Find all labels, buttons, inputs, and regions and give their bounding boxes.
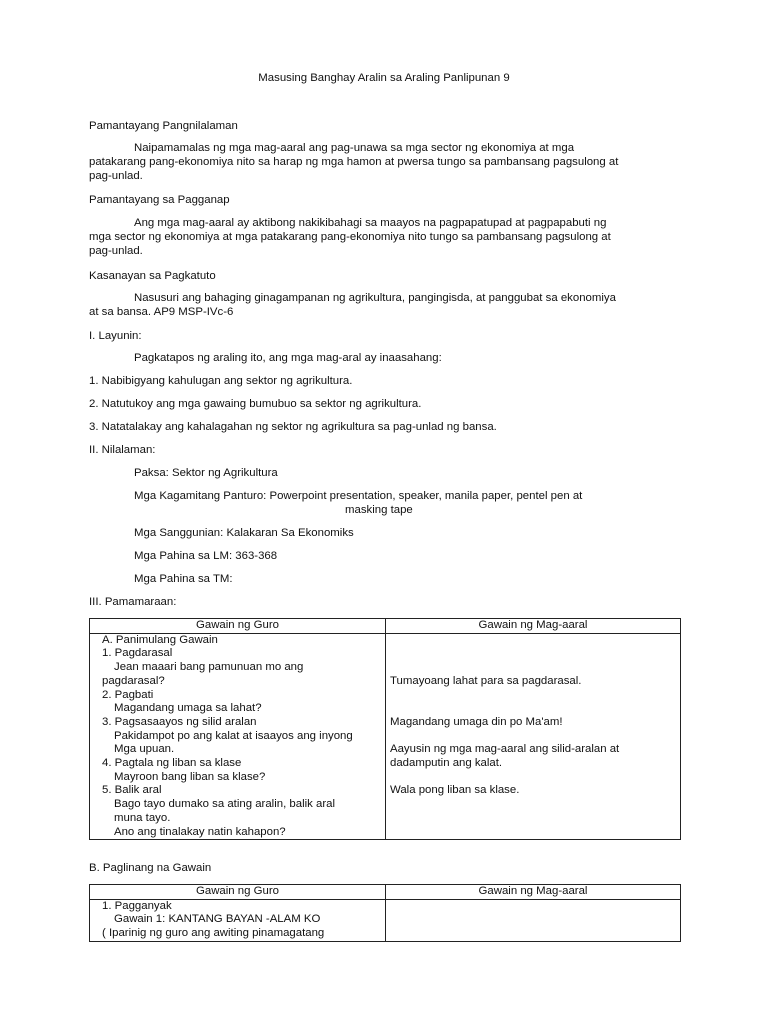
paragraph-line: Ang mga mag-aaral ay aktibong nakikibahagi sa maayos na pagpapatupad at pagpapabuti ng — [134, 217, 607, 229]
paglinang-table — [89, 884, 681, 942]
section-heading-paglinang: B. Paglinang na Gawain — [89, 862, 212, 874]
pamamaraan-table — [89, 618, 681, 840]
sanggunian: Mga Sanggunian: Kalakaran Sa Ekonomiks — [134, 527, 354, 539]
paksa: Paksa: Sektor ng Agrikultura — [134, 467, 278, 479]
table-header-row — [90, 885, 681, 900]
teacher-line: Gawain 1: KANTANG BAYAN -ALAM KO — [114, 913, 321, 926]
section-heading-layunin: I. Layunin: — [89, 330, 142, 342]
section-heading-pagganap: Pamantayang sa Pagganap — [89, 194, 230, 206]
step-title: 3. Pagsasaayos ng silid aralan — [102, 715, 257, 728]
student-line: Magandang umaga din po Ma'am! — [390, 715, 563, 728]
guro-cell — [90, 899, 386, 941]
step-title: 1. Pagganyak — [102, 899, 172, 912]
kagamitan: Mga Kagamitang Panturo: Powerpoint presentation, speaker, manila paper, pentel pen at — [134, 490, 583, 502]
page-title: Masusing Banghay Aralin sa Araling Panlipunan 9 — [258, 72, 510, 84]
section-heading-pangnilalaman: Pamantayang Pangnilalaman — [89, 120, 238, 132]
teacher-line: Magandang umaga sa lahat? — [114, 702, 262, 715]
paragraph-line: mga sector ng ekonomiya at mga patakarang pang-ekonomiya nito tungo sa pambansang pagsulong at — [89, 231, 611, 243]
section-heading-nilalaman: II. Nilalaman: — [89, 444, 156, 456]
column-header-guro: Gawain ng Guro — [90, 885, 386, 900]
pahina-lm: Mga Pahina sa LM: 363-368 — [134, 550, 278, 562]
mag-aaral-cell — [386, 899, 681, 941]
teacher-line: Ano ang tinalakay natin kahapon? — [114, 825, 286, 838]
paragraph-line: pag-unlad. — [89, 245, 143, 257]
step-title: 4. Pagtala ng liban sa klase — [102, 757, 242, 770]
teacher-line: Mayroon bang liban sa klase? — [114, 770, 266, 783]
layunin-intro: Pagkatapos ng araling ito, ang mga mag-aral ay inaasahang: — [134, 352, 442, 364]
paragraph-line: Nasusuri ang bahaging ginagampanan ng agrikultura, pangingisda, at panggubat sa ekonomiya — [134, 292, 616, 304]
student-line: Wala pong liban sa klase. — [390, 784, 520, 797]
column-header-guro: Gawain ng Guro — [90, 619, 386, 634]
step-title: 1. Pagdarasal — [102, 647, 173, 660]
paragraph-line: pag-unlad. — [89, 170, 143, 182]
teacher-line: ( Iparinig ng guro ang awiting pinamagatang — [102, 927, 325, 940]
table-row — [90, 633, 681, 840]
pahina-tm: Mga Pahina sa TM: — [134, 573, 233, 585]
layunin-item: 1. Nabibigyang kahulugan ang sektor ng agrikultura. — [89, 375, 353, 387]
teacher-line: Mga upuan. — [114, 743, 175, 756]
paragraph-kasanayan — [89, 291, 681, 319]
column-header-mag-aaral: Gawain ng Mag-aaral — [386, 885, 681, 900]
teacher-line: Pakidampot po ang kalat at isaayos ang inyong — [114, 729, 353, 742]
table-row — [90, 899, 681, 941]
subsection-label: A. Panimulang Gawain — [102, 633, 218, 646]
mag-aaral-cell — [386, 633, 681, 840]
student-line: Aayusin ng mga mag-aaral ang silid-aralan at — [390, 743, 620, 756]
section-heading-kasanayan: Kasanayan sa Pagkatuto — [89, 270, 216, 282]
paragraph-line: Naipamamalas ng mga mag-aaral ang pag-unawa sa mga sector ng ekonomiya at mga — [134, 142, 575, 154]
section-heading-pamamaraan: III. Pamamaraan: — [89, 596, 177, 608]
student-line: dadamputin ang kalat. — [390, 756, 503, 769]
paragraph-pangnilalaman — [89, 141, 681, 183]
student-line: Tumayoang lahat para sa pagdarasal. — [390, 674, 582, 687]
teacher-line: muna tayo. — [114, 811, 171, 824]
paragraph-line: patakarang pang-ekonomiya nito sa harap ng mga hamon at pwersa tungo sa pambansang pagsulong at — [89, 156, 619, 168]
layunin-item: 2. Natutukoy ang mga gawaing bumubuo sa sektor ng agrikultura. — [89, 398, 422, 410]
column-header-mag-aaral: Gawain ng Mag-aaral — [386, 619, 681, 634]
step-title: 2. Pagbati — [102, 688, 154, 701]
paragraph-line: at sa bansa. AP9 MSP-IVc-6 — [89, 306, 234, 318]
kagamitan-continued: masking tape — [345, 504, 413, 516]
table-header-row — [90, 619, 681, 634]
layunin-item: 3. Natatalakay ang kahalagahan ng sektor ng agrikultura sa pag-unlad ng bansa. — [89, 421, 497, 433]
teacher-line: Jean maaari bang pamunuan mo ang — [114, 661, 304, 674]
guro-cell — [90, 633, 386, 840]
teacher-line: pagdarasal? — [102, 674, 165, 687]
teacher-line: Bago tayo dumako sa ating aralin, balik aral — [114, 798, 335, 811]
paragraph-pagganap — [89, 216, 681, 258]
step-title: 5. Balik aral — [102, 784, 162, 797]
